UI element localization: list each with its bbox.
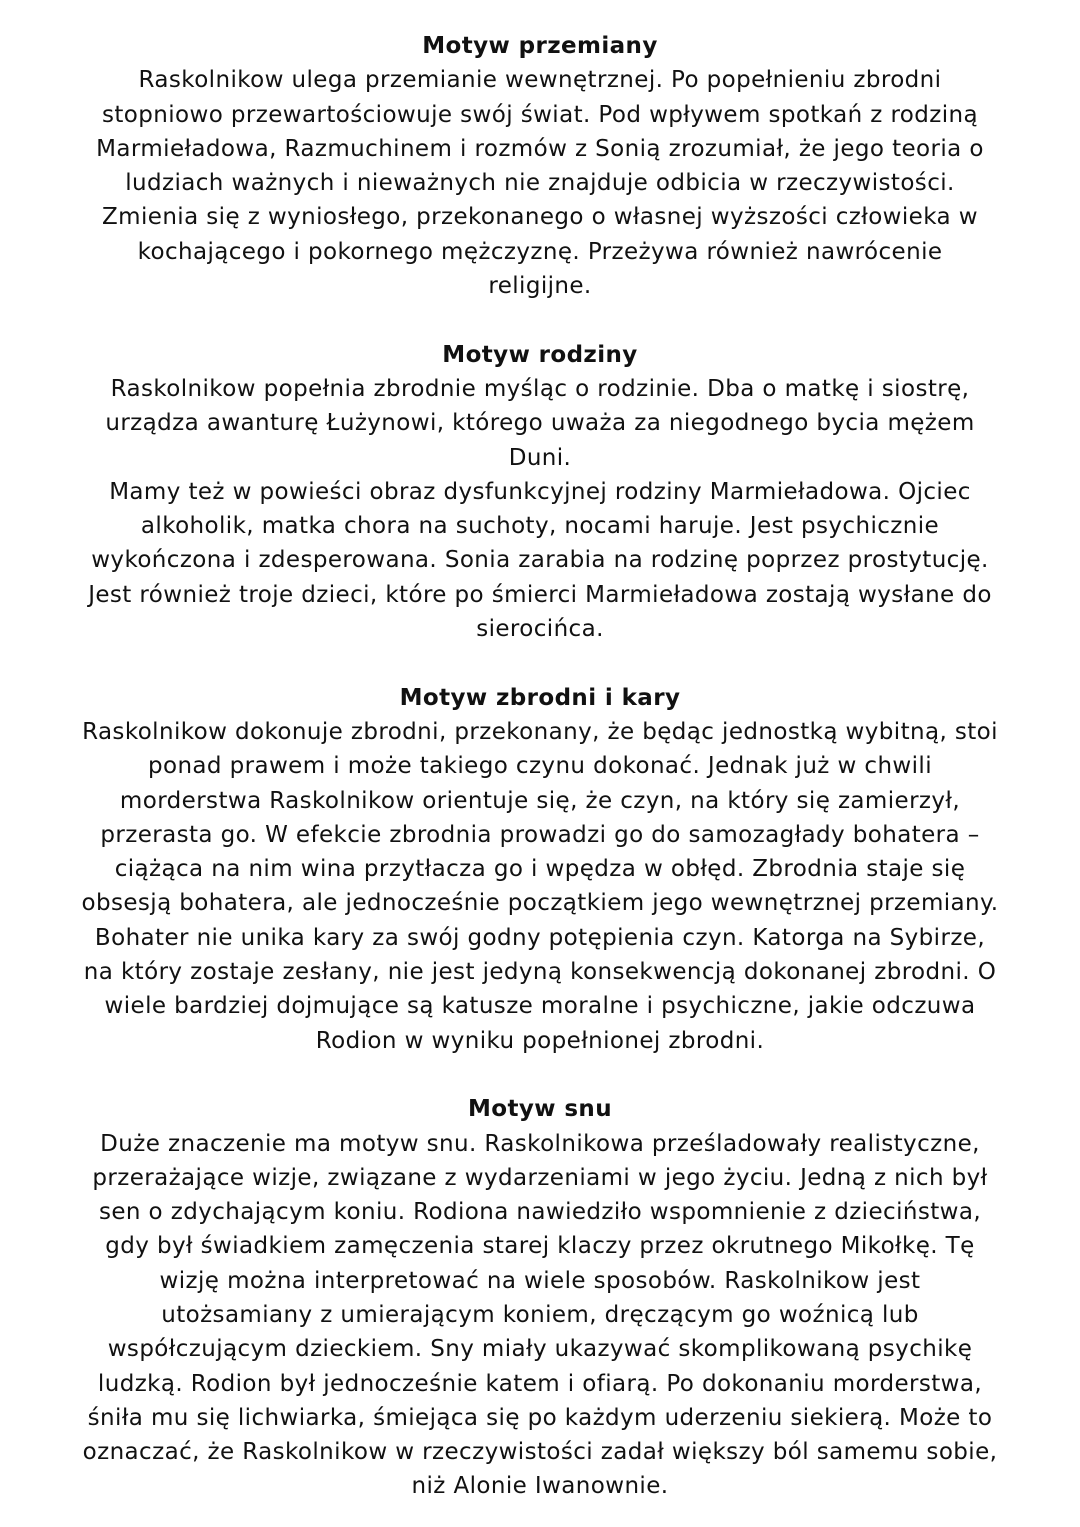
paragraph-line: stopniowo przewartościowuje swój świat. Pod wpływem spotkań z rodziną bbox=[101, 101, 979, 128]
paragraph-line: gdy był świadkiem zamęczenia starej klaczy przez okrutnego Mikołkę. Tę bbox=[105, 1233, 975, 1260]
paragraph-line: alkoholik, matka chora na suchoty, nocami haruje. Jest psychicznie bbox=[140, 513, 940, 540]
paragraph-line: Mamy też w powieści obraz dysfunkcyjnej rodziny Marmieładowa. Ojciec bbox=[109, 478, 971, 505]
paragraph-line: na który zostaje zesłany, nie jest jedyną konsekwencją dokonanej zbrodni. O bbox=[83, 959, 997, 986]
paragraph-line: religijne. bbox=[488, 273, 592, 300]
paragraph-line: morderstwa Raskolnikow orientuje się, że czyn, na który się zamierzył, bbox=[119, 787, 961, 814]
paragraph-line: Raskolnikow popełnia zbrodnie myśląc o rodzinie. Dba o matkę i siostrę, bbox=[110, 375, 970, 402]
paragraph-line: urządza awanturę Łużynowi, którego uważa za niegodnego bycia mężem bbox=[105, 410, 975, 437]
paragraph-line: Duni. bbox=[508, 444, 572, 471]
paragraph-line: Raskolnikow dokonuje zbrodni, przekonany, że będąc jednostką wybitną, stoi bbox=[82, 718, 998, 745]
paragraph-line: śniła mu się lichwiarka, śmiejąca się po każdym uderzeniu siekierą. Może to bbox=[87, 1404, 993, 1431]
section bbox=[0, 1092, 1080, 1504]
section-heading: Motyw zbrodni i kary bbox=[399, 684, 681, 711]
paragraph-line: Jest również troje dzieci, które po śmierci Marmieładowa zostają wysłane do bbox=[88, 581, 992, 608]
paragraph-line: niż Alonie Iwanownie. bbox=[411, 1473, 669, 1500]
paragraph-line: współczującym dzieckiem. Sny miały ukazywać skomplikowaną psychikę bbox=[107, 1336, 973, 1363]
paragraph-line: Duże znaczenie ma motyw snu. Raskolnikowa prześladowały realistyczne, bbox=[100, 1130, 980, 1157]
paragraph-line: ludziach ważnych i nieważnych nie znajduje odbicia w rzeczywistości. bbox=[125, 170, 955, 197]
section-heading: Motyw rodziny bbox=[442, 341, 638, 368]
section bbox=[0, 29, 1080, 303]
paragraph-line: Bohater nie unika kary za swój godny potępienia czyn. Katorga na Sybirze, bbox=[94, 924, 986, 951]
section bbox=[0, 338, 1080, 647]
paragraph-line: wizję można interpretować na wiele sposobów. Raskolnikow jest bbox=[159, 1267, 921, 1294]
paragraph-line: przerażające wizje, związane z wydarzeniami w jego życiu. Jedną z nich był bbox=[92, 1164, 988, 1191]
paragraph-line: obsesją bohatera, ale jednocześnie początkiem jego wewnętrznej przemiany. bbox=[81, 890, 999, 917]
paragraph-line: utożsamiany z umierającym koniem, dręczącym go woźnicą lub bbox=[161, 1301, 919, 1328]
paragraph-line: ludzką. Rodion był jednocześnie katem i ofiarą. Po dokonaniu morderstwa, bbox=[97, 1370, 983, 1397]
paragraph-line: sierocińca. bbox=[476, 616, 604, 643]
section bbox=[0, 681, 1080, 1058]
paragraph-line: wiele bardziej dojmujące są katusze moralne i psychiczne, jakie odczuwa bbox=[104, 993, 976, 1020]
paragraph-line: sen o zdychającym koniu. Rodiona nawiedziło wspomnienie z dzieciństwa, bbox=[98, 1199, 982, 1226]
paragraph-line: ponad prawem i może takiego czynu dokonać. Jednak już w chwili bbox=[147, 753, 933, 780]
paragraph-line: przerasta go. W efekcie zbrodnia prowadzi go do samozagłady bohatera – bbox=[100, 821, 980, 848]
section-heading: Motyw przemiany bbox=[422, 33, 658, 59]
section-heading: Motyw snu bbox=[468, 1096, 612, 1123]
paragraph-line: Rodion w wyniku popełnionej zbrodni. bbox=[315, 1027, 765, 1054]
paragraph-line: Zmienia się z wyniosłego, przekonanego o własnej wyższości człowieka w bbox=[102, 204, 978, 231]
paragraph-line: kochającego i pokornego mężczyznę. Przeżywa również nawrócenie bbox=[137, 238, 943, 265]
paragraph-line: wykończona i zdesperowana. Sonia zarabia na rodzinę poprzez prostytucję. bbox=[91, 547, 989, 574]
paragraph-line: Marmieładowa, Razmuchinem i rozmów z Sonią zrozumiał, że jego teoria o bbox=[96, 135, 984, 162]
paragraph-line: ciążąca na nim wina przytłacza go i wpędza w obłęd. Zbrodnia staje się bbox=[114, 856, 966, 883]
paragraph-line: Raskolnikow ulega przemianie wewnętrznej. Po popełnieniu zbrodni bbox=[138, 67, 942, 94]
paragraph-line: oznaczać, że Raskolnikow w rzeczywistości zadał większy ból samemu sobie, bbox=[82, 1439, 998, 1466]
